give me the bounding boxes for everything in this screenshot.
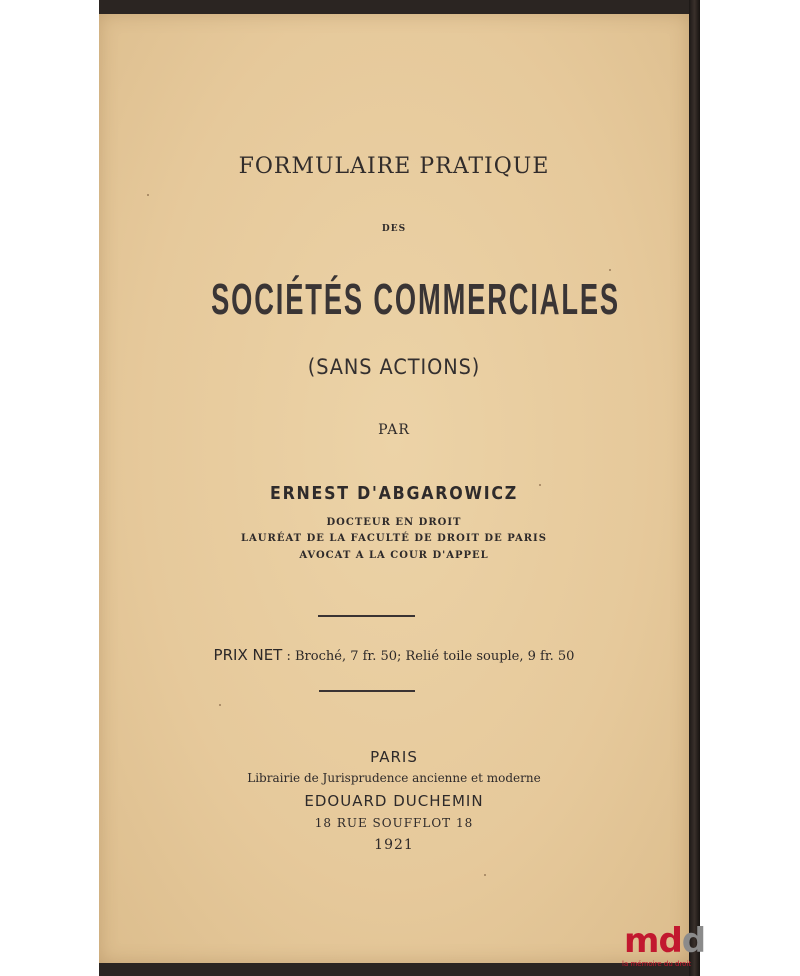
title-page — [99, 14, 689, 963]
mdd-logo-watermark — [612, 922, 704, 972]
title-connector: DES — [381, 224, 407, 234]
scanned-book-page — [99, 0, 700, 976]
by-line: PAR — [378, 422, 410, 438]
author-credential: DOCTEUR EN DROIT — [326, 517, 462, 528]
mdd-logo-mark: mdd — [624, 921, 706, 961]
price-label: PRIX NET — [213, 646, 283, 664]
author-credential: LAURÉAT DE LA FACULTÉ DE DROIT DE PARIS — [241, 533, 547, 544]
logo-tagline: la mémoire du droit — [622, 960, 692, 968]
subtitle: (SANS ACTIONS) — [307, 355, 481, 379]
main-title: SOCIÉTÉS COMMERCIALES — [211, 275, 620, 324]
publisher-address: 18 RUE SOUFFLOT 18 — [314, 816, 474, 830]
publisher-name: EDOUARD DUCHEMIN — [304, 792, 484, 810]
price-details: : Broché, 7 fr. 50; Relié toile souple, 9 fr. 50 — [286, 649, 575, 664]
divider-rule-top — [318, 615, 415, 617]
author-name: ERNEST D'ABGAROWICZ — [270, 483, 518, 504]
divider-rule-bottom — [319, 690, 415, 692]
publication-city: PARIS — [370, 748, 418, 766]
book-spine-edge — [689, 0, 700, 976]
price-line — [99, 646, 689, 664]
publication-year: 1921 — [374, 837, 414, 853]
bookshop-name: Librairie de Jurisprudence ancienne et moderne — [247, 771, 541, 785]
title-line-1: FORMULAIRE PRATIQUE — [238, 154, 550, 179]
author-credential: AVOCAT A LA COUR D'APPEL — [299, 550, 489, 561]
